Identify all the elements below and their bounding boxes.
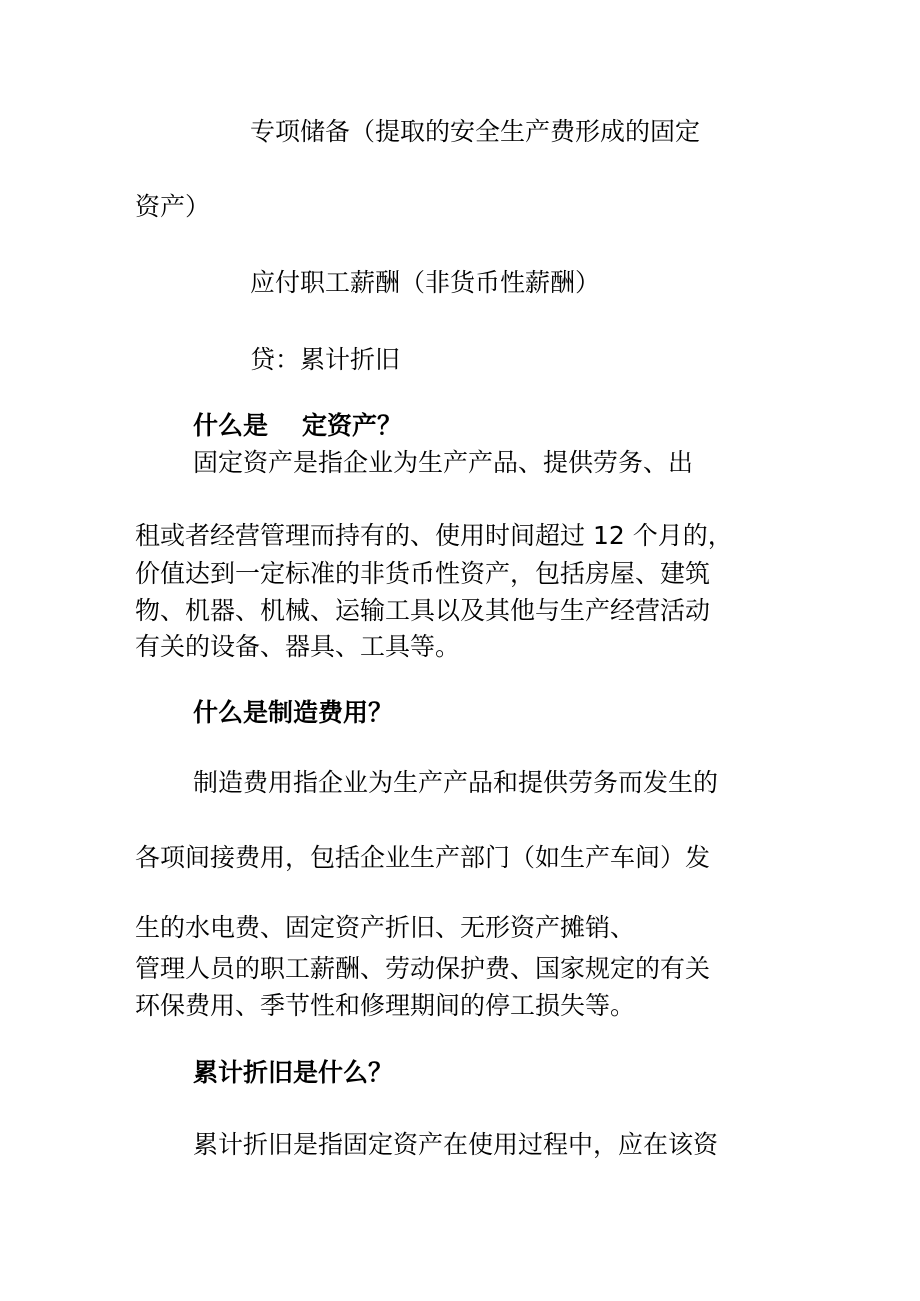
paragraph-line: 租或者经营管理而持有的、使用时间超过 12 个月的， bbox=[135, 521, 733, 550]
paragraph-line: 环保费用、季节性和修理期间的停工损失等。 bbox=[135, 991, 636, 1020]
paragraph-line: 固定资产是指企业为生产产品、提供劳务、出 bbox=[193, 448, 694, 477]
entry-line: 应付职工薪酬（非货币性薪酬） bbox=[250, 268, 601, 297]
paragraph-line: 各项间接费用，包括企业生产部门（如生产车间）发 bbox=[135, 843, 711, 872]
paragraph-line: 累计折旧是指固定资产在使用过程中，应在该资 bbox=[193, 1130, 719, 1159]
entry-line: 资产） bbox=[135, 192, 211, 221]
heading-part: 什么是 bbox=[193, 411, 269, 440]
paragraph-line: 物、机器、机械、运输工具以及其他与生产经营活动 bbox=[135, 596, 711, 625]
paragraph-line: 有关的设备、器具、工具等。 bbox=[135, 632, 461, 661]
entry-line: 贷：累计折旧 bbox=[250, 345, 401, 374]
entry-line: 专项储备（提取的安全生产费形成的固定 bbox=[250, 117, 701, 146]
section-heading-fixed-assets bbox=[193, 413, 402, 438]
paragraph-line: 制造费用指企业为生产产品和提供劳务而发生的 bbox=[193, 768, 719, 797]
section-heading-manufacturing: 什么是制造费用？ bbox=[193, 698, 394, 727]
paragraph-line: 价值达到一定标准的非货币性资产，包括房屋、建筑 bbox=[135, 559, 711, 588]
paragraph-line: 管理人员的职工薪酬、劳动保护费、国家规定的有关 bbox=[135, 954, 711, 983]
section-heading-depreciation: 累计折旧是什么？ bbox=[193, 1058, 394, 1087]
paragraph-line: 生的水电费、固定资产折旧、无形资产摊销、 bbox=[135, 913, 636, 942]
heading-part: 定资产？ bbox=[302, 411, 403, 440]
